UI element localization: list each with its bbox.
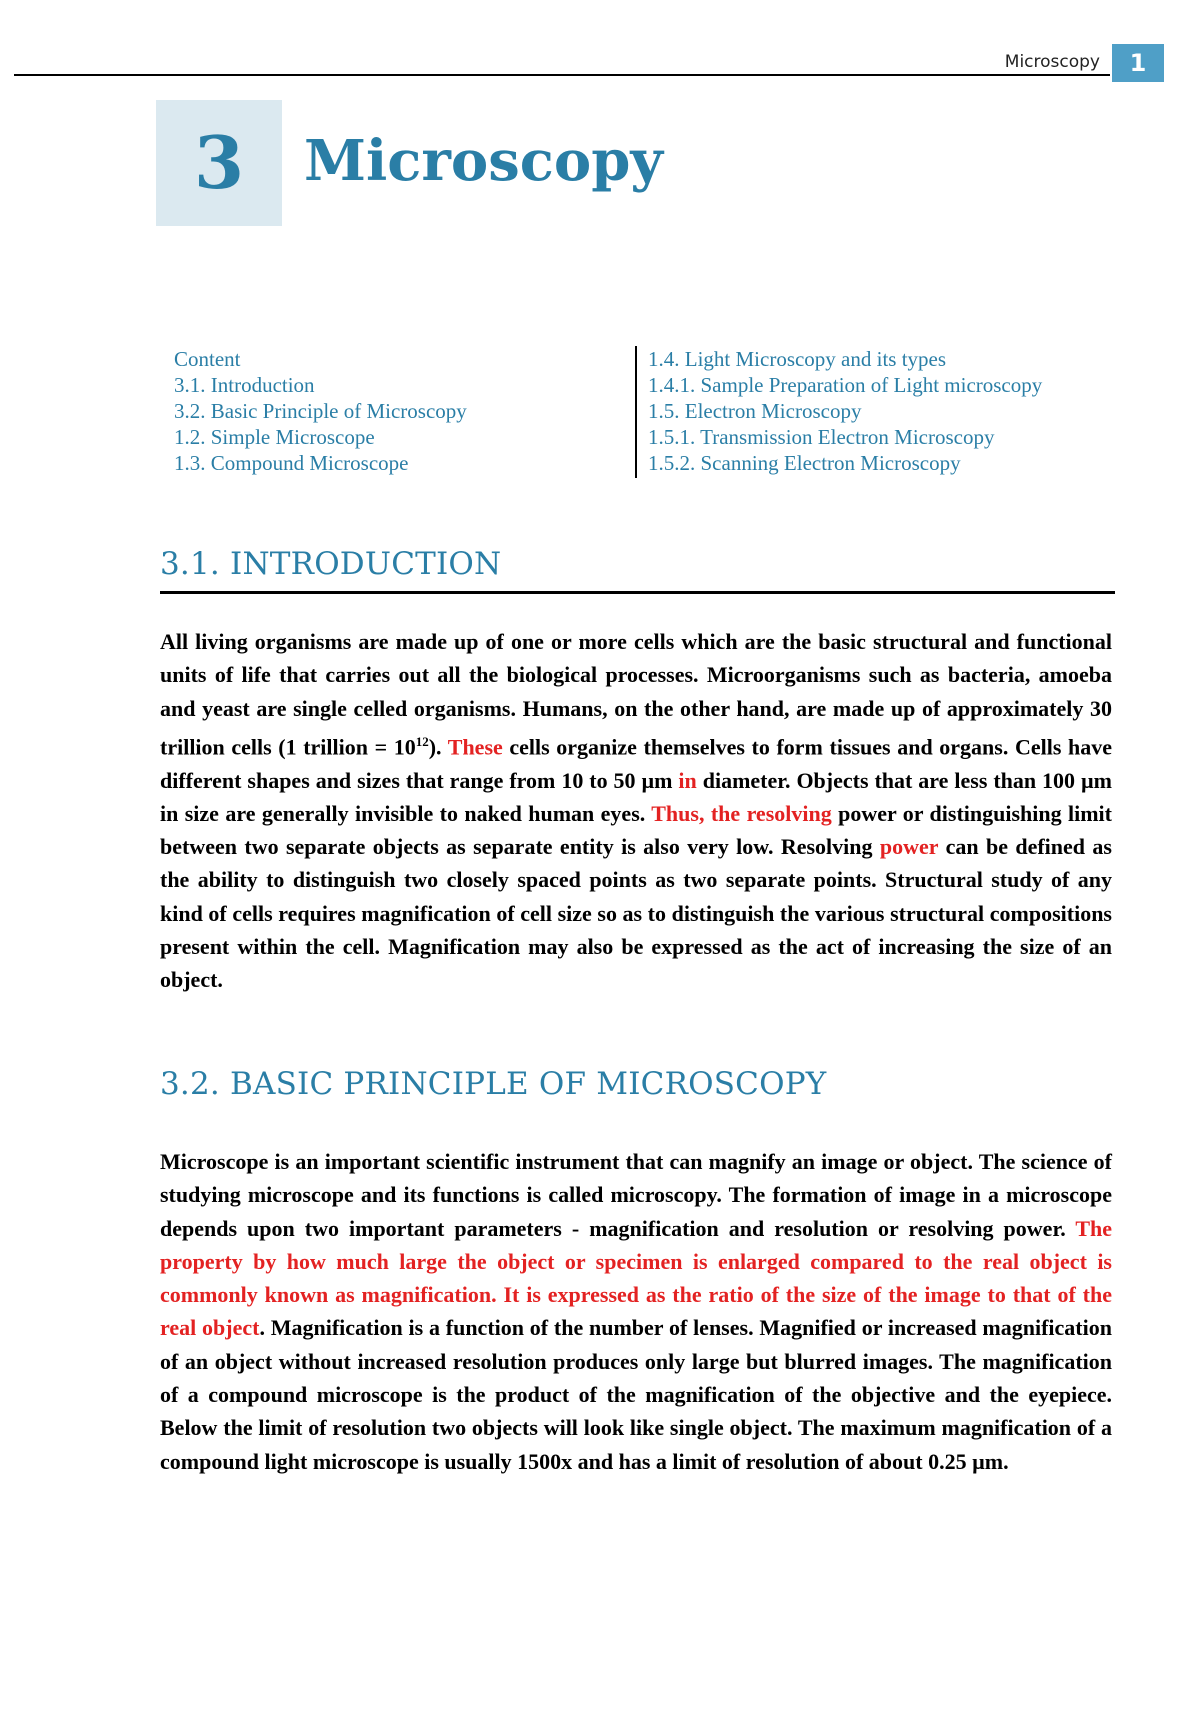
basic-principle-paragraph: Microscope is an important scientific instrument that can magnify an image or object. The science of studying microscope and its functions is called microscopy. The formation of image in a microscope depends upon two important parameters - magnification and resolution or resolving power. The property by how much large the object or specimen is enlarged compared to the real object is commonly known as magnification. It is expressed as the ratio of the size of the image to that of the real object. Magnification is a function of the number of lenses. Magnified or increased magnification of an object without increased resolution produces only large but blurred images. The magnification of a compound microscope is the product of the magnification of the objective and the eyepiece. Below the limit of resolution two objects will look like single object. The maximum magnification of a compound light microscope is usually 1500x and has a limit of resolution of about 0.25 µm. xyxy=(160,1149,1112,1474)
section-heading-introduction: 3.1. INTRODUCTION xyxy=(160,546,502,582)
toc-left-column xyxy=(174,346,467,476)
introduction-paragraph: All living organisms are made up of one or more cells which are the basic structural and functional units of life that carries out all the biological processes. Microorganisms such as bacteria, amoeba and yeast are single celled organisms. Humans, on the other hand, are made up of approximately 30 trillion cells (1 trillion = $10^{12}$). These cells organize themselves to form tissues and organs. Cells have different shapes and sizes that range from 10 to 50 µm in diameter. Objects that are less than 100 µm in size are generally invisible to naked human eyes. Thus, the resolving power or distinguishing limit between two separate objects as separate entity is also very low. Resolving power can be defined as the ability to distinguish two closely spaced points as two separate points. Structural study of any kind of cells requires magnification of cell size so as to distinguish the various structural compositions present within the cell. Magnification may also be expressed as the act of increasing the size of an object. xyxy=(160,629,1112,993)
chapter-number-box: 3 xyxy=(156,100,282,226)
toc-item: 3.2. Basic Principle of Microscopy xyxy=(174,399,467,423)
page-number-badge: 1 xyxy=(1112,44,1164,82)
toc-item: 1.5.2. Scanning Electron Microscopy xyxy=(648,451,961,475)
toc-item: 1.5.1. Transmission Electron Microscopy xyxy=(648,425,995,449)
toc-item: 1.4. Light Microscopy and its types xyxy=(648,347,947,371)
toc-item: 1.2. Simple Microscope xyxy=(174,425,375,449)
toc-divider xyxy=(635,346,637,478)
toc-item: 3.1. Introduction xyxy=(174,373,315,397)
running-header-title: Microscopy xyxy=(1004,52,1100,72)
header-rule xyxy=(14,74,1110,76)
toc-item: 1.3. Compound Microscope xyxy=(174,451,409,475)
chapter-title: Microscopy xyxy=(304,128,663,194)
toc-item: 1.4.1. Sample Preparation of Light microscopy xyxy=(648,373,1043,397)
toc-item: 1.5. Electron Microscopy xyxy=(648,399,862,423)
section-heading-basic-principle: 3.2. BASIC PRINCIPLE OF MICROSCOPY xyxy=(160,1066,827,1102)
section-rule xyxy=(160,591,1115,594)
toc-right-column xyxy=(648,346,1042,476)
toc-item: Content xyxy=(174,347,241,371)
